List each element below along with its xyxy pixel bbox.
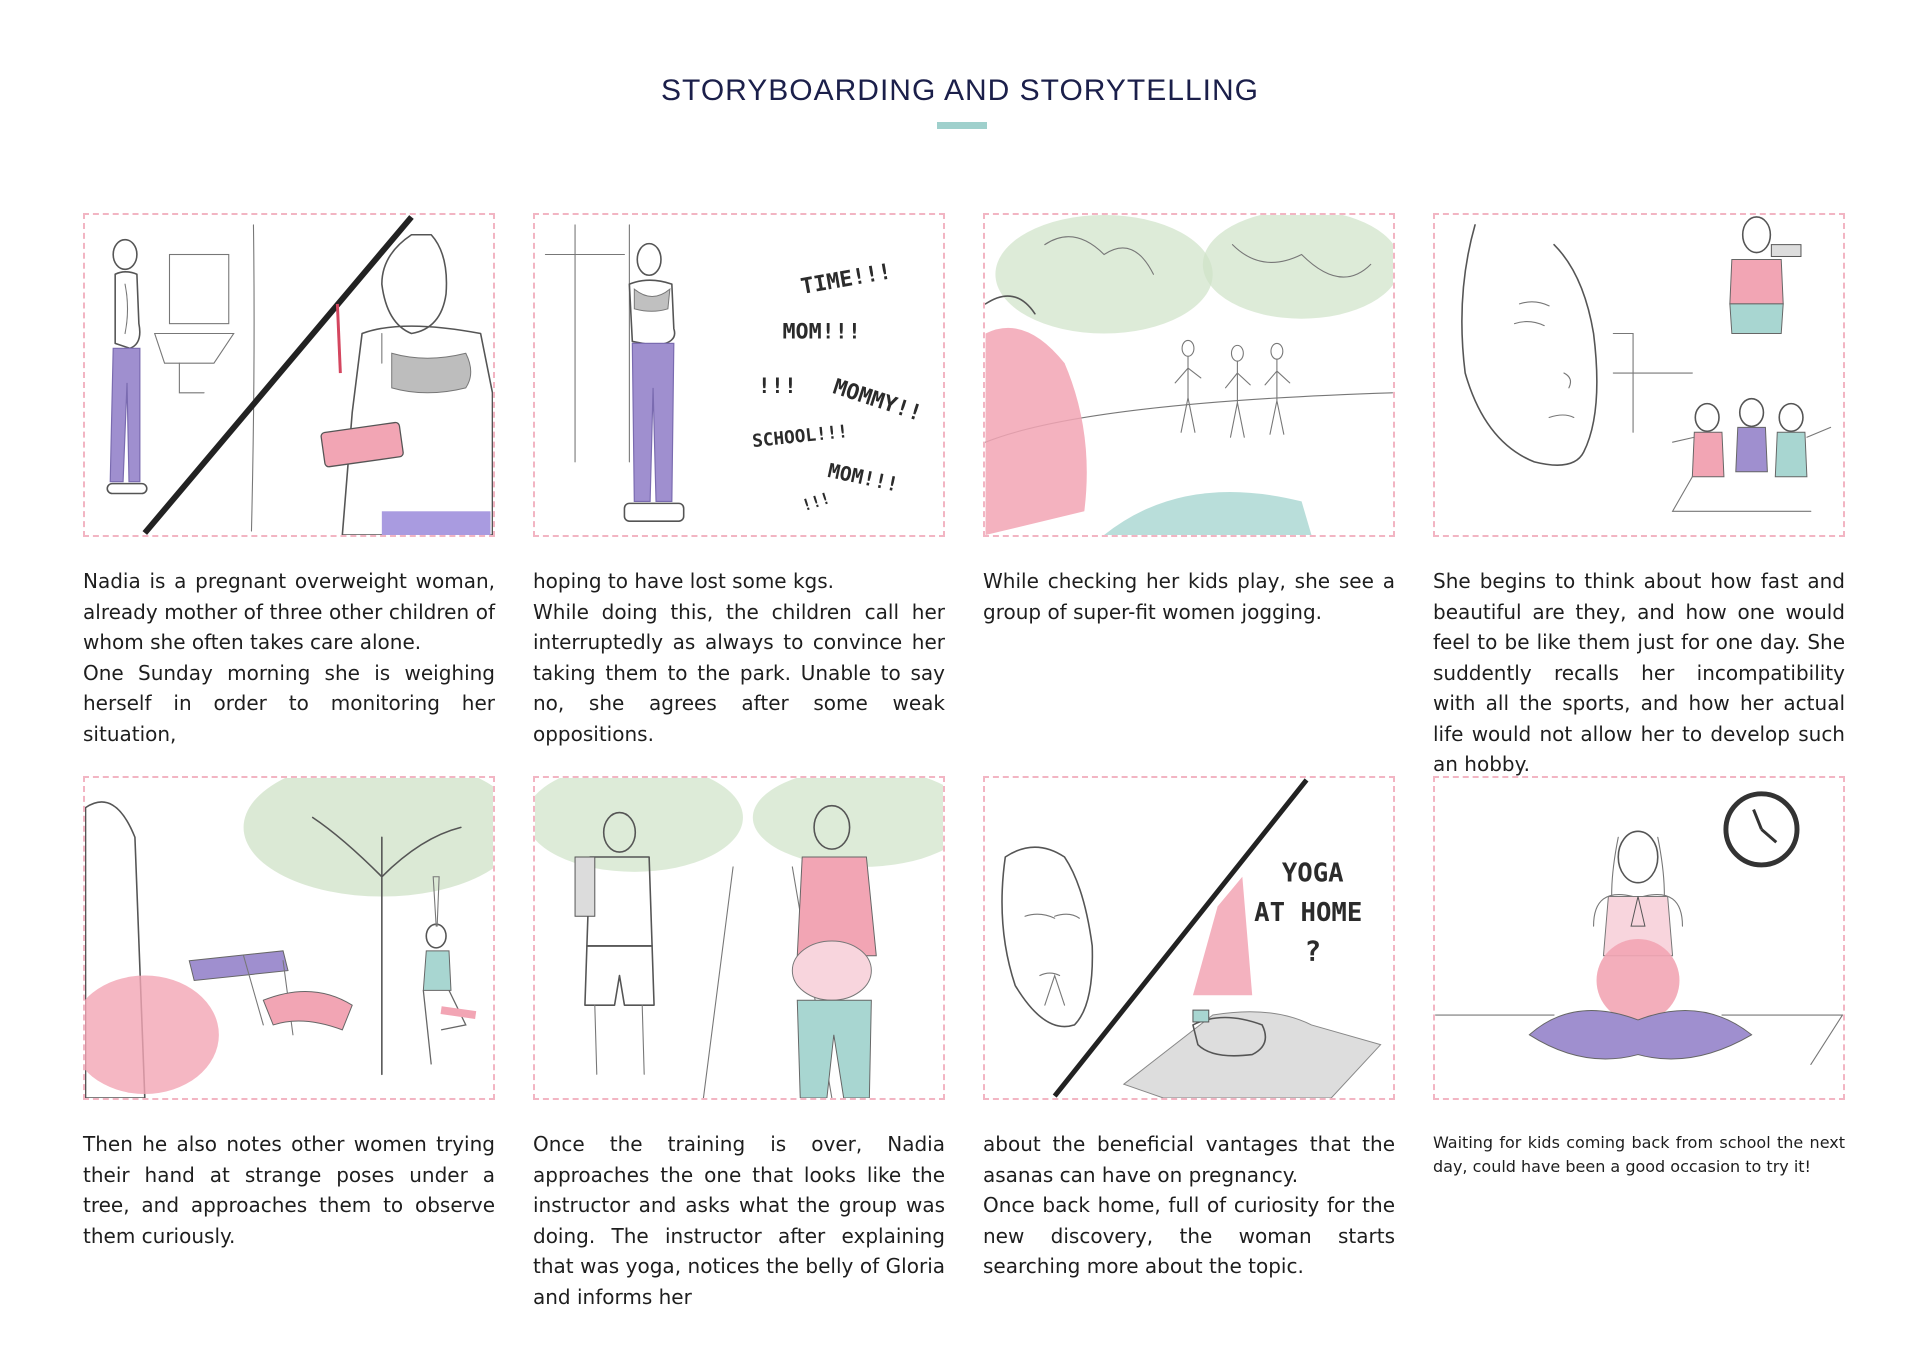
storyboard-panel-2 <box>533 213 945 537</box>
shout-exclaim-1: !!! <box>757 373 797 399</box>
storyboard-panel-6 <box>533 776 945 1100</box>
caption-panel-1 <box>83 566 495 749</box>
caption-panel-6 <box>533 1129 945 1312</box>
storyboard-panel-3 <box>983 213 1395 537</box>
sketch-yoga-word: YOGA <box>1281 858 1344 889</box>
sketch-kids-calling <box>535 215 943 535</box>
caption-paragraph: Nadia is a pregnant overweight woman, already mother of three other children of whom she often takes care alone. <box>83 569 495 654</box>
storyboard-panel-1 <box>83 213 495 537</box>
shout-school: SCHOOL!!! <box>751 422 850 453</box>
shout-mommy: MOMMY!! <box>829 374 925 427</box>
caption-paragraph: Once back home, full of curiosity for the new discovery, the woman starts searching more about the topic. <box>983 1193 1395 1278</box>
sketch-instructor-talk <box>535 778 943 1098</box>
caption-paragraph: While checking her kids play, she see a group of super-fit women jogging. <box>983 569 1395 624</box>
clock-icon <box>1726 794 1797 865</box>
storyboard-panel-8 <box>1433 776 1845 1100</box>
shout-exclaim-2: !!! <box>799 488 833 516</box>
sketch-thinking-face <box>1435 215 1843 535</box>
sketch-park-joggers <box>985 215 1393 535</box>
caption-panel-5 <box>83 1129 495 1251</box>
storyboard-panel-5 <box>83 776 495 1100</box>
caption-panel-3 <box>983 566 1395 627</box>
sketch-weighing-scale <box>85 215 493 535</box>
shout-time: TIME!!! <box>798 259 894 300</box>
caption-panel-7 <box>983 1129 1395 1282</box>
shout-mom-2: MOM!!! <box>825 459 901 497</box>
caption-paragraph: While doing this, the children call her interruptedly as always to convince her taking them to the park. Unable to say no, she agrees after some weak oppositions. <box>533 599 945 746</box>
shout-mom-1: MOM!!! <box>782 319 861 345</box>
caption-paragraph: Waiting for kids coming back from school the next day, could have been a good occasion to try it! <box>1433 1133 1845 1176</box>
caption-panel-2 <box>533 566 945 749</box>
sketch-yoga-tree <box>85 778 493 1098</box>
caption-panel-8 <box>1433 1131 1845 1179</box>
sketch-yoga-at-home <box>985 778 1393 1098</box>
storyboard-panel-7 <box>983 776 1395 1100</box>
caption-paragraph: about the beneficial vantages that the asanas can have on pregnancy. <box>983 1132 1395 1187</box>
caption-paragraph: She begins to think about how fast and beautiful are they, and how one would feel to be like them just for one day. She suddently recalls her incompatibility with all the sports, and how her actual life would not allow her to develop such an hobby. <box>1433 569 1845 776</box>
sketch-question-mark: ? <box>1304 934 1322 968</box>
sketch-at-home-word: AT HOME <box>1254 898 1363 929</box>
page-title: STORYBOARDING AND STORYTELLING <box>661 74 1259 107</box>
sketch-meditation <box>1435 778 1843 1098</box>
caption-paragraph: Once the training is over, Nadia approaches the one that looks like the instructor and asks what the group was doing. The instructor after explaining that was yoga, notices the belly of Gloria and informs her <box>533 1132 945 1309</box>
storyboard-panel-4 <box>1433 213 1845 537</box>
caption-paragraph: hoping to have lost some kgs. <box>533 569 835 593</box>
caption-panel-4 <box>1433 566 1845 780</box>
caption-paragraph: One Sunday morning she is weighing herself in order to monitoring her situation, <box>83 660 495 746</box>
caption-paragraph: Then he also notes other women trying their hand at strange poses under a tree, and approaches them to observe them curiously. <box>83 1132 495 1248</box>
title-underline <box>937 122 987 129</box>
